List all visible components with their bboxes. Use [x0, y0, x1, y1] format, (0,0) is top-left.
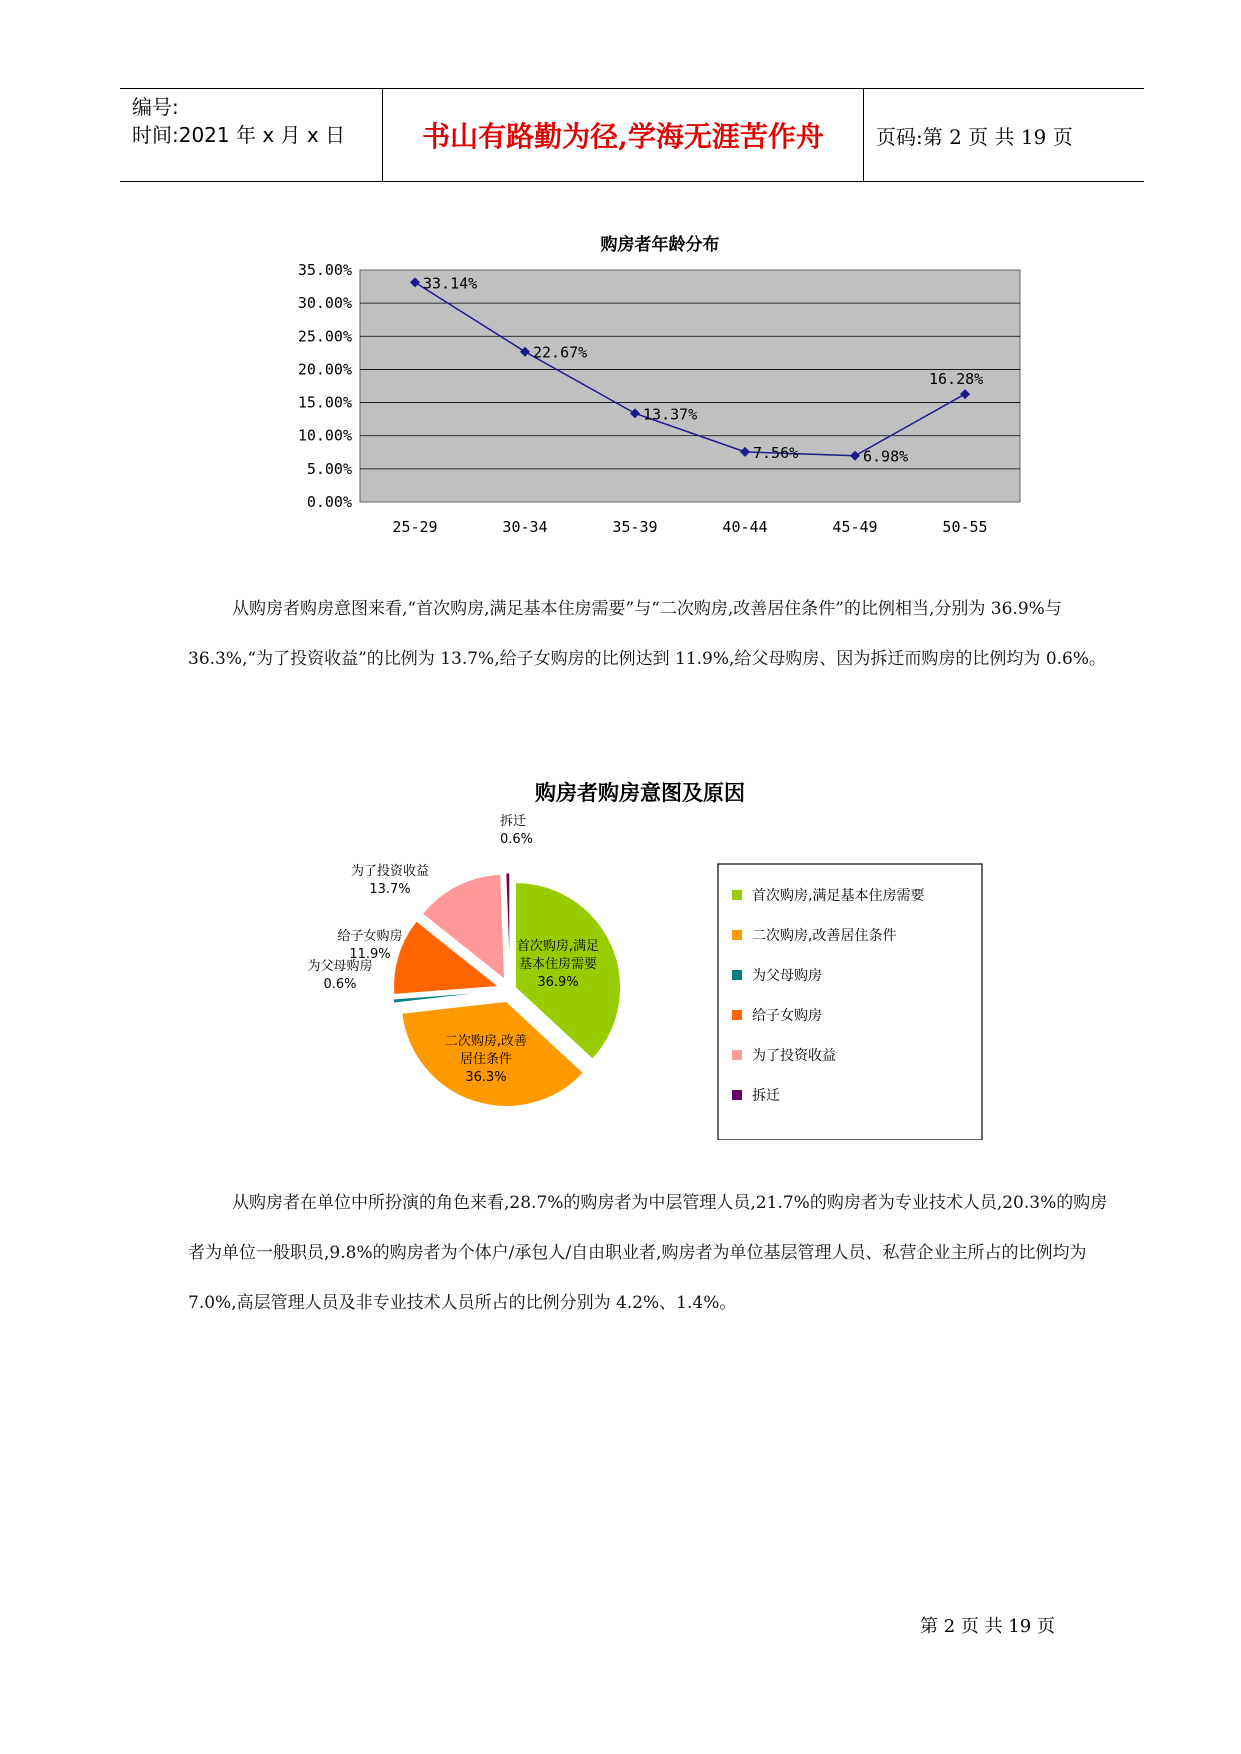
legend-label: 拆迁	[752, 1088, 780, 1104]
slice-label: 11.9%	[349, 947, 391, 962]
header-left-cell	[132, 89, 382, 185]
purchase-intent-chart	[270, 770, 1010, 1140]
legend-swatch	[732, 1010, 742, 1020]
x-tick-label: 30-34	[502, 518, 548, 536]
x-tick-label: 35-39	[612, 518, 658, 536]
data-label: 22.67%	[533, 343, 588, 362]
slice-label: 13.7%	[369, 882, 411, 897]
y-tick-label: 0.00%	[306, 493, 352, 511]
plot-area	[360, 270, 1020, 502]
legend-swatch	[732, 1050, 742, 1060]
legend-label: 为父母购房	[752, 968, 822, 984]
slice-label: 基本住房需要	[518, 957, 598, 972]
data-label: 6.98%	[863, 447, 909, 466]
header-page-label: 页码:第 2 页 共 19 页	[876, 124, 1073, 149]
y-tick-label: 10.00%	[297, 426, 352, 445]
y-tick-label: 25.00%	[297, 327, 352, 346]
pie-slice	[506, 873, 510, 978]
legend-label: 首次购房,满足基本住房需要	[752, 888, 925, 904]
slice-label: 居住条件	[459, 1052, 513, 1067]
data-label: 7.56%	[753, 443, 799, 462]
slice-label: 为父母购房	[307, 959, 373, 974]
legend-label: 二次购房,改善居住条件	[752, 928, 897, 944]
x-tick-label: 40-44	[722, 518, 768, 536]
slice-label: 给子女购房	[337, 929, 403, 944]
legend-label: 为了投资收益	[752, 1048, 836, 1064]
data-label: 16.28%	[929, 370, 984, 389]
paragraph-text: 从购房者购房意图来看,“首次购房,满足基本住房需要”与“二次购房,改善居住条件”的比例相当,分别为 36.9%与 36.3%,“为了投资收益”的比例为 13.7%,给子女购房的比例达到 11.9%,给父母购房、因为拆迁而购房的比例均为 0.6%。	[188, 599, 1107, 669]
data-label: 13.37%	[643, 405, 698, 424]
paragraph-buyer-roles	[188, 1178, 1108, 1328]
number-label: 编号:	[132, 95, 179, 119]
data-label: 33.14%	[423, 274, 478, 293]
legend-swatch	[732, 970, 742, 980]
motto-text: 书山有路勤为径,学海无涯苦作舟	[422, 120, 824, 153]
slice-label: 为了投资收益	[350, 864, 430, 879]
header-motto-cell	[382, 89, 864, 181]
slice-label: 0.6%	[323, 977, 357, 992]
y-tick-label: 35.00%	[297, 261, 352, 279]
paragraph-purchase-intent	[188, 584, 1108, 684]
y-tick-label: 20.00%	[297, 360, 352, 379]
slice-label: 二次购房,改善	[444, 1034, 528, 1049]
slice-label: 拆迁	[500, 814, 527, 829]
x-tick-label: 25-29	[392, 518, 438, 536]
chart-title: 购房者购房意图及原因	[535, 781, 745, 805]
paragraph-text: 从购房者在单位中所扮演的角色来看,28.7%的购房者为中层管理人员,21.7%的购房者为专业技术人员,20.3%的购房者为单位一般职员,9.8%的购房者为个体户/承包人/自由职业者,购房者为单位基层管理人员、私营企业主所占的比例均为 7.0%,高层管理人员及非专业技术人员所占的比例分别为 4.2%、1.4%。	[188, 1193, 1108, 1313]
legend-swatch	[732, 890, 742, 900]
slice-label: 首次购房,满足	[516, 939, 600, 954]
legend-swatch	[732, 1090, 742, 1100]
page-footer: 第 2 页 共 19 页	[920, 1616, 1055, 1637]
y-tick-label: 30.00%	[297, 294, 352, 313]
chart-title: 购房者年龄分布	[600, 235, 720, 255]
pie-slices	[393, 873, 620, 1106]
age-distribution-chart	[260, 228, 1040, 548]
legend-swatch	[732, 930, 742, 940]
slice-label: 36.3%	[465, 1070, 507, 1085]
y-tick-label: 5.00%	[306, 459, 352, 478]
slice-label: 36.9%	[537, 975, 579, 990]
x-tick-label: 45-49	[832, 518, 878, 536]
slice-labels	[307, 813, 599, 1085]
y-tick-label: 15.00%	[297, 393, 352, 412]
header-page-cell	[862, 89, 1158, 181]
legend-label: 给子女购房	[752, 1008, 822, 1024]
slice-label: 0.6%	[500, 832, 534, 847]
y-axis-ticks	[298, 261, 352, 511]
date-label: 时间:2021 年 x 月 x 日	[132, 123, 346, 147]
x-tick-label: 50-55	[942, 518, 988, 536]
x-axis-ticks	[392, 518, 987, 536]
page-header	[120, 88, 1144, 182]
